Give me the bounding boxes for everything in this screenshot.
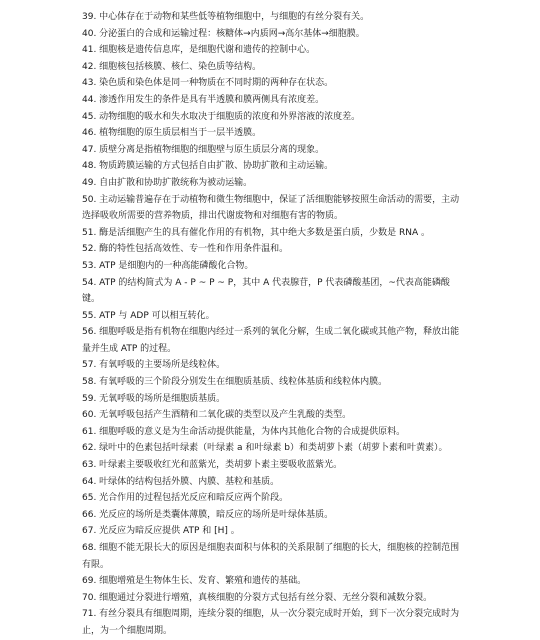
list-item: 44. 渗透作用发生的条件是具有半透膜和膜两侧具有浓度差。 (82, 94, 325, 105)
list-item: 50. 主动运输普遍存在于动植物和微生物细胞中，保证了活细胞能够按照生命活动的需要，主动选择吸收所需要的营养物质，排出代谢废物和对细胞有害的物质。 (82, 194, 460, 222)
list-item: 61. 细胞呼吸的意义是为生命活动提供能量，为体内其他化合物的合成提供原料。 (82, 426, 406, 437)
list-item: 66. 光反应的场所是类囊体薄膜，暗反应的场所是叶绿体基质。 (82, 509, 334, 520)
list-item: 52. 酶的特性包括高效性、专一性和作用条件温和。 (82, 244, 289, 255)
list-item: 46. 植物细胞的原生质层相当于一层半透膜。 (82, 128, 262, 139)
list-item: 60. 无氧呼吸包括产生酒精和二氧化碳的类型以及产生乳酸的类型。 (82, 410, 352, 421)
list-item: 54. ATP 的结构简式为 A - P ~ P ~ P，其中 A 代表腺苷，P 代表磷酸基团，~代表高能磷酸键。 (82, 277, 450, 305)
list-item: 43. 染色质和染色体是同一种物质在不同时期的两种存在状态。 (82, 78, 334, 89)
list-item: 45. 动物细胞的吸水和失水取决于细胞质的浓度和外界溶液的浓度差。 (82, 111, 361, 122)
list-item: 58. 有氧呼吸的三个阶段分别发生在细胞质基质、线粒体基质和线粒体内膜。 (82, 377, 388, 388)
list-item: 42. 细胞核包括核膜、核仁、染色质等结构。 (82, 61, 262, 72)
list-item: 47. 质壁分离是指植物细胞的细胞壁与原生质层分离的现象。 (82, 144, 325, 155)
list-item: 62. 绿叶中的色素包括叶绿素（叶绿素 a 和叶绿素 b）和类胡萝卜素（胡萝卜素和叶黄素）。 (82, 443, 448, 454)
list-item: 63. 叶绿素主要吸收红光和蓝紫光，类胡萝卜素主要吸收蓝紫光。 (82, 460, 343, 471)
list-item: 65. 光合作用的过程包括光反应和暗反应两个阶段。 (82, 493, 289, 504)
list-item: 39. 中心体存在于动物和某些低等植物细胞中，与细胞的有丝分裂有关。 (82, 12, 370, 22)
list-item: 49. 自由扩散和协助扩散统称为被动运输。 (82, 177, 253, 188)
list-item: 64. 叶绿体的结构包括外膜、内膜、基粒和基质。 (82, 476, 280, 487)
list-item: 40. 分泌蛋白的合成和运输过程：核糖体→内质网→高尔基体→细胞膜。 (82, 28, 365, 39)
list-item: 55. ATP 与 ADP 可以相互转化。 (82, 310, 215, 321)
list-item: 71. 有丝分裂具有细胞周期，连续分裂的细胞，从一次分裂完成时开始，到下一次分裂完成时为止，为一个细胞周期。 (82, 609, 460, 636)
list-item: 53. ATP 是细胞内的一种高能磷酸化合物。 (82, 260, 254, 271)
list-item: 59. 无氧呼吸的场所是细胞质基质。 (82, 393, 226, 404)
list-item: 68. 细胞不能无限长大的原因是细胞表面积与体积的关系限制了细胞的长大，细胞核的控制范围有限。 (82, 543, 460, 570)
knowledge-point-list (82, 9, 462, 640)
list-item: 56. 细胞呼吸是指有机物在细胞内经过一系列的氧化分解，生成二氧化碳或其他产物，释放出能量并生成 ATP 的过程。 (82, 327, 460, 354)
list-item: 51. 酶是活细胞产生的具有催化作用的有机物，其中绝大多数是蛋白质，少数是 RNA 。 (82, 227, 431, 238)
list-item: 70. 细胞通过分裂进行增殖，真核细胞的分裂方式包括有丝分裂、无丝分裂和减数分裂。 (82, 592, 433, 603)
list-item: 48. 物质跨膜运输的方式包括自由扩散、协助扩散和主动运输。 (82, 161, 334, 172)
list-item: 67. 光反应为暗反应提供 ATP 和 [H] 。 (82, 526, 240, 537)
list-item: 57. 有氧呼吸的主要场所是线粒体。 (82, 360, 226, 371)
list-item: 69. 细胞增殖是生物体生长、发育、繁殖和遗传的基础。 (82, 576, 307, 587)
list-item: 41. 细胞核是遗传信息库，是细胞代谢和遗传的控制中心。 (82, 45, 316, 56)
